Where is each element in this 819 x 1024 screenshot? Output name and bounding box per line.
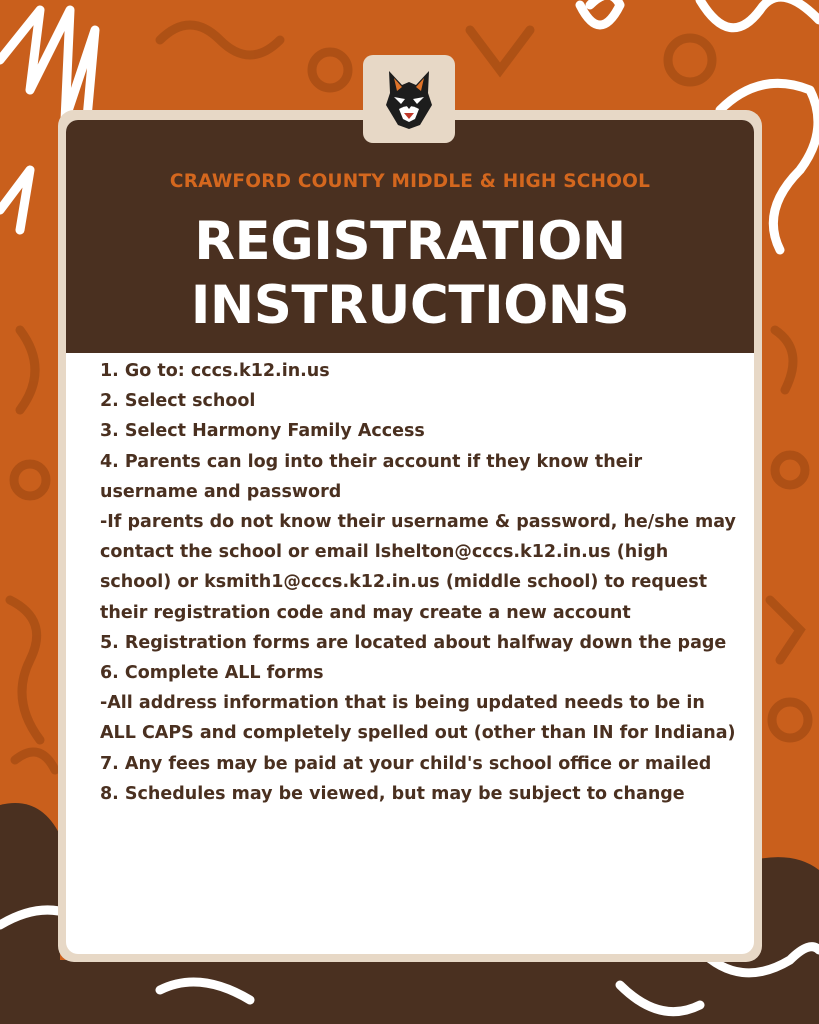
instruction-step: 5. Registration forms are located about halfway down the page	[100, 632, 727, 653]
instruction-list	[100, 356, 740, 809]
title-line-2: INSTRUCTIONS	[190, 275, 630, 336]
logo-badge	[363, 55, 455, 143]
instruction-note: -All address information that is being updated needs to be in ALL CAPS and completely spelled out (other than IN for Indiana)	[100, 693, 736, 744]
title-line-1: REGISTRATION	[194, 211, 626, 272]
instruction-note: -If parents do not know their username & password, he/she may contact the school or email lshelton@cccs.k12.in.us (high school) or ksmith1@cccs.k12.in.us (middle school) to request their registration code and may create a new account	[100, 512, 736, 623]
page-title	[66, 210, 754, 338]
instruction-step: 3. Select Harmony Family Access	[100, 421, 425, 442]
card-header	[66, 120, 754, 353]
wolf-mascot-icon	[384, 69, 434, 129]
instructions-card	[66, 120, 754, 954]
instruction-step: 4. Parents can log into their account if they know their username and password	[100, 451, 643, 502]
instruction-step: 8. Schedules may be viewed, but may be subject to change	[100, 783, 685, 804]
school-name: CRAWFORD COUNTY MIDDLE & HIGH SCHOOL	[169, 171, 651, 192]
instruction-step: 6. Complete ALL forms	[100, 663, 324, 684]
instruction-step: 1. Go to: cccs.k12.in.us	[100, 361, 330, 381]
instruction-step: 7. Any fees may be paid at your child's school office or mailed	[100, 753, 712, 774]
instruction-step: 2. Select school	[100, 391, 256, 412]
brown-blob-bottom	[0, 960, 819, 1024]
